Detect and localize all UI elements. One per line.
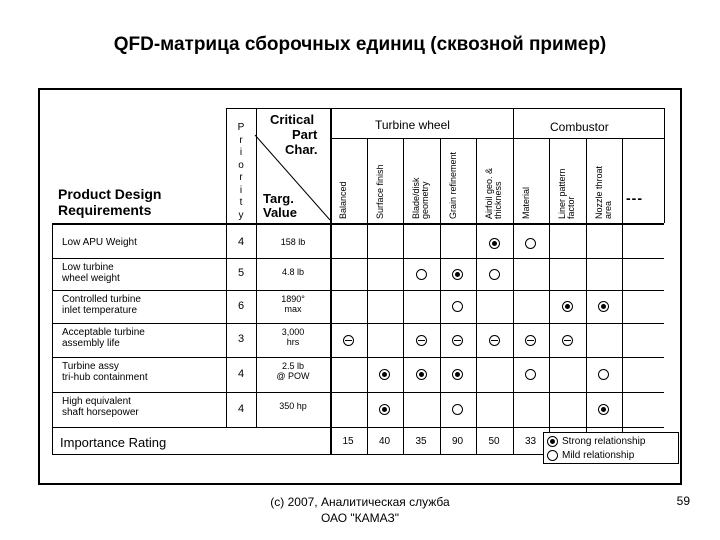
legend-weak-symbol [547, 450, 558, 461]
grid-column-line [476, 138, 477, 454]
grid-row-line [52, 357, 664, 358]
footer-line-1: (с) 2007, Аналитическая служба [270, 495, 450, 509]
importance-rating-label: Importance Rating [60, 435, 167, 450]
target-line: 1890° [281, 294, 305, 304]
relationship-weak-symbol [489, 269, 500, 280]
grid-row-line [52, 323, 664, 324]
relationship-medium-symbol [416, 335, 427, 346]
requirement-line: Turbine assy [62, 361, 119, 372]
requirement-label [62, 237, 227, 248]
grid-top-line [226, 108, 664, 109]
target-line: 2.5 lb [281, 361, 305, 371]
priority-letter: t [239, 197, 243, 208]
footer-line-2: ОАО "КАМАЗ" [320, 511, 400, 525]
column-header: Nozzle throat area [593, 165, 613, 219]
critical-part-char-2: Part [292, 127, 318, 142]
importance-rating-value: 15 [342, 436, 354, 447]
relationship-medium-symbol [489, 335, 500, 346]
relationship-strong-symbol [562, 301, 573, 312]
target-line: max [284, 304, 302, 314]
grid-column-line [586, 138, 587, 454]
requirement-line: shaft horsepower [62, 407, 139, 418]
column-header: Airfoil geo. & thickness [484, 167, 503, 219]
grid-column-line [513, 108, 514, 454]
requirement-line: Low APU Weight [62, 237, 137, 248]
relationship-medium-symbol [343, 335, 354, 346]
priority-value: 5 [237, 267, 245, 279]
requirement-line: Acceptable turbine [62, 327, 145, 338]
relationship-medium-symbol [525, 335, 536, 346]
legend-strong-symbol [547, 436, 558, 447]
relationship-strong-symbol [416, 369, 427, 380]
target-line: 350 hp [279, 401, 307, 411]
grid-header-line [52, 223, 664, 225]
priority-value: 4 [237, 402, 245, 415]
column-header: Material [520, 186, 531, 219]
column-header: Balanced [338, 181, 348, 219]
grid-column-line [622, 138, 623, 454]
target-value [263, 361, 323, 381]
requirement-label [62, 262, 227, 284]
column-header: Surface finish [374, 164, 385, 219]
legend-strong-label: Strong relationship [562, 436, 646, 447]
grid-column-line [367, 138, 368, 454]
target-line: @ POW [276, 371, 310, 381]
targ-value-1: Targ. [263, 191, 294, 206]
requirement-line: tri-hub containment [62, 372, 148, 383]
target-line: hrs [286, 337, 300, 347]
grid-group-line [330, 138, 664, 139]
slide-title: QFD-матрица сборочных единиц (сквозной пример) [113, 34, 607, 55]
relationship-weak-symbol [416, 269, 427, 280]
grid-row-line [52, 290, 664, 291]
target-value [263, 294, 323, 314]
critical-part-char-1: Critical [270, 112, 315, 127]
relationship-medium-symbol [562, 335, 573, 346]
priority-letter: P [237, 122, 245, 133]
priority-value: 4 [237, 236, 245, 248]
more-columns-indicator: --- [626, 190, 643, 206]
legend [543, 432, 679, 464]
grid-target-line [256, 108, 257, 427]
corner-title: Product Design Requirements [58, 186, 162, 218]
grid-columns-start [330, 108, 332, 454]
page-number: 59 [676, 494, 690, 508]
group-combustor: Combustor [550, 120, 609, 134]
target-line: 3,000 [281, 327, 305, 337]
relationship-medium-symbol [452, 335, 463, 346]
grid-row-line [52, 427, 664, 428]
column-header: Blade/disk geometry [411, 177, 430, 219]
grid-column-line [549, 138, 550, 454]
grid-right-line [664, 108, 665, 223]
relationship-strong-symbol [489, 238, 500, 249]
grid-bottom-line [52, 454, 622, 455]
target-value [263, 401, 323, 411]
priority-letter: r [239, 172, 243, 183]
slide-footer [200, 494, 520, 526]
requirement-line: Controlled turbine [62, 294, 141, 305]
importance-rating-value: 33 [524, 436, 537, 447]
relationship-weak-symbol [525, 238, 536, 249]
priority-value: 6 [237, 299, 245, 312]
importance-rating-value: 50 [488, 436, 500, 447]
target-value [263, 267, 323, 277]
column-header: Grain refinement [447, 151, 458, 219]
priority-letter: i [239, 147, 243, 158]
priority-letter: r [239, 134, 243, 146]
importance-rating-value: 35 [415, 436, 427, 447]
priority-value: 3 [237, 333, 245, 345]
requirement-label [62, 361, 227, 383]
grid-column-line [403, 138, 404, 454]
grid-left-line [52, 223, 53, 454]
requirement-label [62, 396, 227, 418]
requirement-label [62, 327, 227, 349]
requirement-line: Low turbine [62, 262, 114, 273]
priority-letter: o [238, 159, 244, 171]
importance-rating-value: 90 [451, 436, 464, 447]
relationship-strong-symbol [452, 269, 463, 280]
group-turbine-wheel: Turbine wheel [375, 118, 450, 132]
requirement-line: assembly life [62, 338, 120, 349]
target-line: 158 lb [280, 237, 306, 247]
grid-row-line [52, 258, 664, 259]
target-value [263, 237, 323, 247]
target-line: 4.8 lb [281, 267, 305, 277]
requirement-line: inlet temperature [62, 305, 138, 316]
requirement-line: wheel weight [62, 273, 120, 284]
priority-value: 4 [237, 367, 245, 380]
targ-value-2: Value [263, 205, 297, 220]
critical-part-char-3: Char. [285, 142, 318, 157]
column-header: Liner pattern factor [557, 168, 576, 219]
grid-column-line [440, 138, 441, 454]
priority-letter: y [238, 209, 244, 221]
grid-row-line [52, 392, 664, 393]
requirement-line: High equivalent [62, 396, 131, 407]
target-value [263, 327, 323, 347]
legend-weak-label: Mild relationship [562, 450, 635, 461]
importance-rating-value: 40 [378, 436, 391, 447]
requirement-label [62, 294, 227, 316]
priority-letter: i [239, 184, 243, 196]
